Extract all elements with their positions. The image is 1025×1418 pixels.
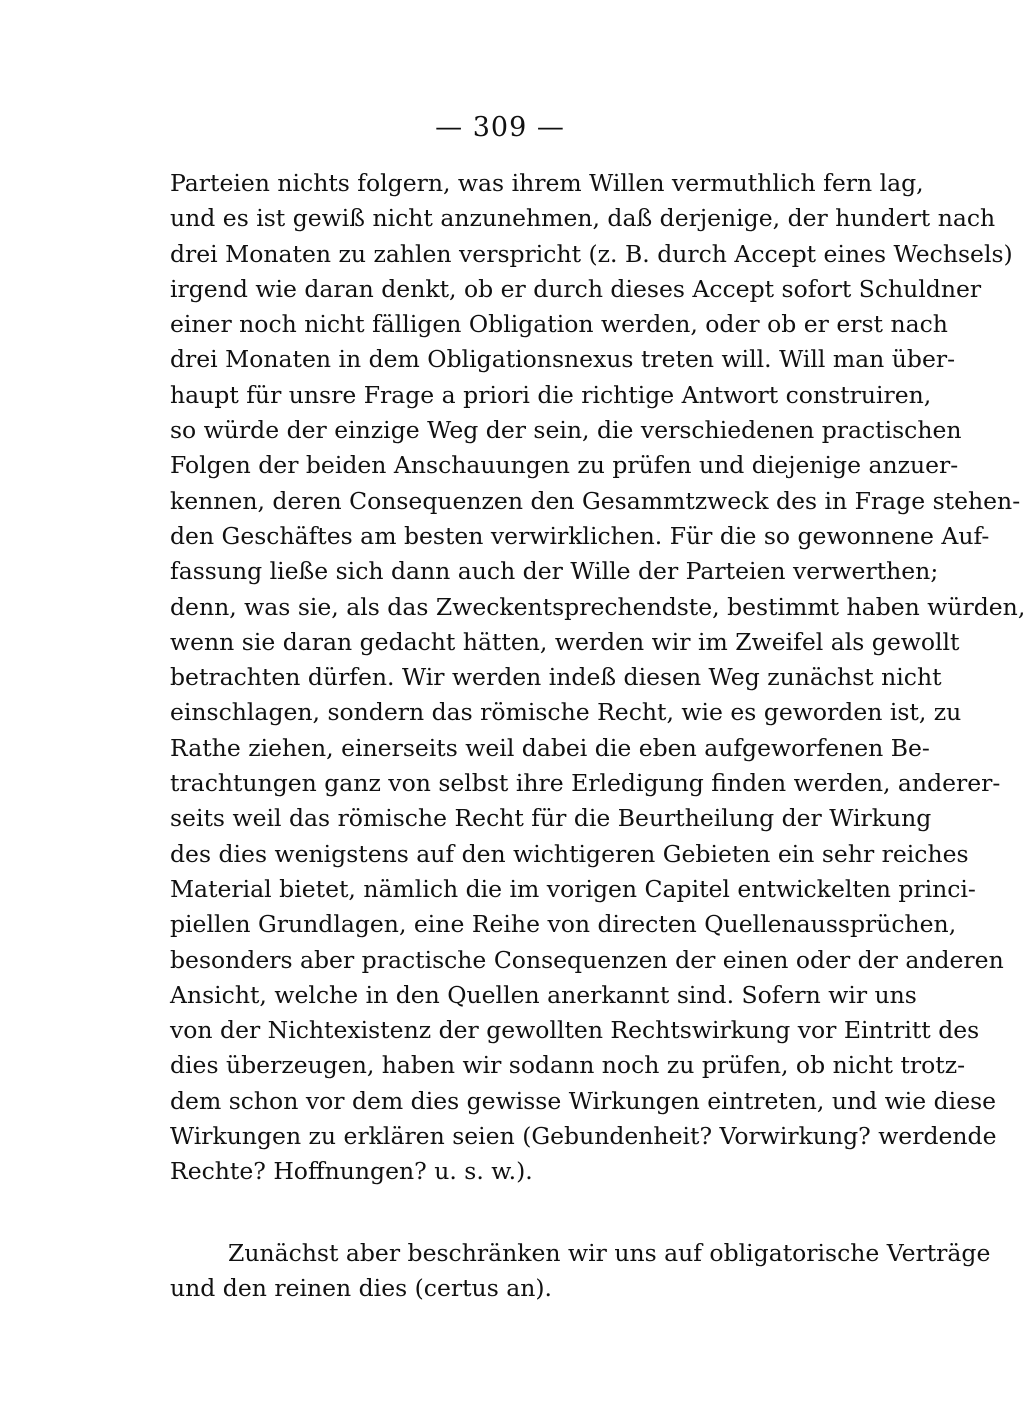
text-line: Material bietet, nämlich die im vorigen Capitel entwickelten princi- (170, 874, 976, 903)
text-line: einschlagen, sondern das römische Recht, wie es geworden ist, zu (170, 698, 962, 727)
text-line: Ansicht, welche in den Quellen anerkannt sind. Sofern wir uns (170, 980, 917, 1009)
text-line: dem schon vor dem dies gewisse Wirkungen eintreten, und wie diese (170, 1086, 997, 1115)
paragraph-1 (170, 166, 1025, 1190)
text-line: drei Monaten in dem Obligationsnexus treten will. Will man über- (170, 345, 956, 374)
text-line: einer noch nicht fälligen Obligation werden, oder ob er erst nach (170, 310, 948, 339)
text-line: piellen Grundlagen, eine Reihe von directen Quellenaussprüchen, (170, 910, 957, 939)
text-line: des dies wenigstens auf den wichtigeren Gebieten ein sehr reiches (170, 839, 969, 868)
text-line: besonders aber practische Consequenzen der einen oder der anderen (170, 945, 1004, 974)
text-line: so würde der einzige Weg der sein, die verschiedenen practischen (170, 416, 962, 445)
text-line: irgend wie daran denkt, ob er durch dieses Accept sofort Schuldner (170, 274, 982, 303)
text-line: den Geschäftes am besten verwirklichen. Für die so gewonnene Auf- (170, 521, 990, 550)
text-line: und den reinen dies (certus an). (170, 1274, 553, 1303)
text-line: dies überzeugen, haben wir sodann noch zu prüfen, ob nicht trotz- (170, 1051, 966, 1080)
paragraph-2 (170, 1236, 991, 1307)
text-line: Rechte? Hoffnungen? u. s. w.). (170, 1157, 533, 1186)
text-line: wenn sie daran gedacht hätten, werden wir im Zweifel als gewollt (170, 627, 960, 656)
text-line: Zunächst aber beschränken wir uns auf obligatorische Verträge (228, 1239, 991, 1267)
text-line: seits weil das römische Recht für die Beurtheilung der Wirkung (170, 804, 932, 833)
text-line: betrachten dürfen. Wir werden indeß diesen Weg zunächst nicht (170, 663, 942, 692)
text-line: Parteien nichts folgern, was ihrem Willen vermuthlich fern lag, (170, 169, 924, 197)
text-line: kennen, deren Consequenzen den Gesammtzweck des in Frage stehen- (170, 486, 1021, 515)
text-line: Rathe ziehen, einerseits weil dabei die eben aufgeworfenen Be- (170, 733, 930, 762)
page-number: — 309 — (435, 112, 565, 143)
text-line: fassung ließe sich dann auch der Wille der Parteien verwerthen; (170, 557, 939, 586)
text-line: und es ist gewiß nicht anzunehmen, daß derjenige, der hundert nach (170, 204, 996, 233)
text-line: trachtungen ganz von selbst ihre Erledigung finden werden, anderer- (170, 769, 1001, 798)
text-line: drei Monaten zu zahlen verspricht (z. B. durch Accept eines Wechsels) (170, 239, 1013, 268)
text-line: denn, was sie, als das Zweckentsprechendste, bestimmt haben würden, (170, 592, 1025, 621)
text-line: Folgen der beiden Anschauungen zu prüfen und diejenige anzuer- (170, 451, 959, 480)
text-line: haupt für unsre Frage a priori die richtige Antwort construiren, (170, 380, 932, 409)
text-line: von der Nichtexistenz der gewollten Rechtswirkung vor Eintritt des (170, 1016, 980, 1045)
text-line: Wirkungen zu erklären seien (Gebundenheit? Vorwirkung? werdende (170, 1122, 997, 1151)
